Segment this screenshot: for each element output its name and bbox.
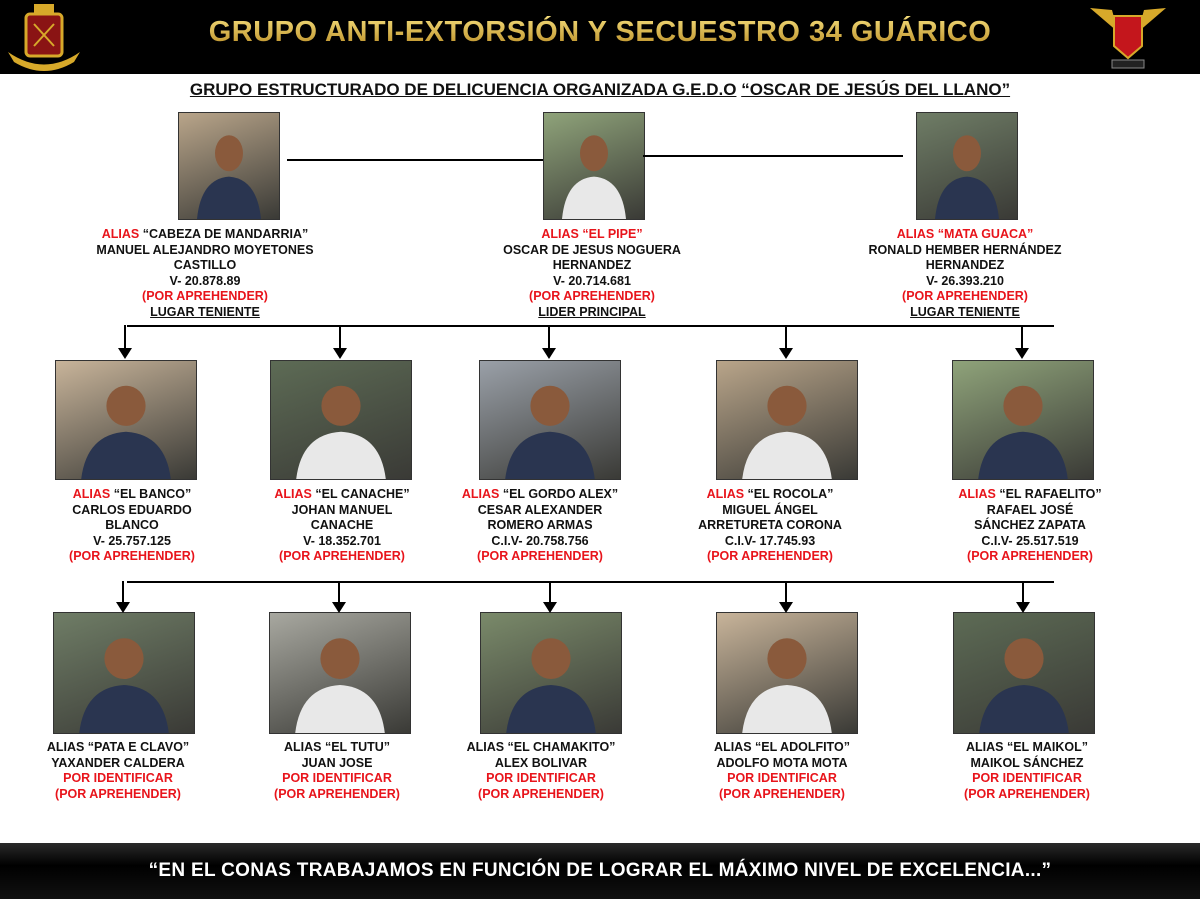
status-text: (POR APREHENDER) [69, 549, 195, 563]
person-photo [270, 360, 412, 480]
person-photo [480, 612, 622, 734]
person-photo [543, 112, 645, 220]
status-text: (POR APREHENDER) [719, 786, 845, 801]
role-text: LIDER PRINCIPAL [538, 304, 646, 319]
alias-label: ALIAS [965, 740, 1004, 754]
connector-line [338, 581, 340, 604]
connector-line [785, 581, 787, 604]
person-name: RAFAEL JOSÉ [986, 502, 1074, 517]
footer-quote: “EN EL CONAS TRABAJAMOS EN FUNCIÓN DE LOGRAR EL MÁXIMO NIVEL DE EXCELENCIA...” [148, 860, 1052, 881]
alias-name: “EL BANCO” [113, 487, 192, 501]
person-name: CARLOS EDUARDO [72, 502, 192, 517]
person-name: CASTILLO [173, 258, 237, 272]
tier-connector-line [127, 325, 1054, 327]
person-name: ROMERO ARMAS [487, 518, 593, 532]
person-card [815, 227, 1115, 320]
connector-line [1021, 325, 1023, 350]
alias-label: ALIAS [46, 740, 85, 754]
person-card [880, 487, 1180, 565]
person-silhouette-icon [271, 361, 411, 479]
person-photo [952, 360, 1094, 480]
alias-name: “EL ADOLFITO” [755, 740, 850, 754]
person-silhouette-icon [179, 113, 279, 219]
alias-label: ALIAS [466, 740, 505, 754]
person-name: OSCAR DE JESUS NOGUERA [503, 242, 681, 257]
person-card [442, 227, 742, 320]
status-text: POR IDENTIFICAR [63, 771, 173, 785]
alias-line [55, 227, 355, 243]
alias-line [877, 740, 1177, 756]
id-number: V- 26.393.210 [926, 273, 1004, 288]
alias-name: “CABEZA DE MANDARRIA” [142, 227, 309, 241]
person-name: CANACHE [310, 518, 374, 532]
person-photo [953, 612, 1095, 734]
person-name: MAIKOL SÁNCHEZ [970, 755, 1084, 770]
person-name: RONALD HEMBER HERNÁNDEZ [868, 242, 1062, 257]
arrow-down-icon [333, 348, 347, 359]
arrow-down-icon [779, 348, 793, 359]
person-silhouette-icon [54, 613, 194, 733]
status-text: (POR APREHENDER) [142, 289, 268, 303]
alias-label: ALIAS [101, 227, 140, 241]
alias-label: ALIAS [72, 487, 111, 501]
person-silhouette-icon [481, 613, 621, 733]
alias-name: “EL TUTU” [324, 740, 391, 754]
status-text: (POR APREHENDER) [902, 289, 1028, 303]
person-name: ADOLFO MOTA MOTA [716, 755, 848, 770]
person-name: SÁNCHEZ ZAPATA [974, 518, 1086, 532]
connector-line [1022, 581, 1024, 604]
status-text: POR IDENTIFICAR [972, 771, 1082, 785]
id-number: V- 20.878.89 [169, 273, 241, 288]
person-silhouette-icon [480, 361, 620, 479]
status-text: (POR APREHENDER) [967, 549, 1093, 563]
person-silhouette-icon [953, 361, 1093, 479]
person-silhouette-icon [270, 613, 410, 733]
id-number: C.I.V- 20.758.756 [491, 533, 589, 548]
person-name: MIGUEL ÁNGEL [722, 502, 818, 517]
alias-label: ALIAS [896, 227, 935, 241]
person-card [877, 740, 1177, 802]
group-name: “OSCAR DE JESÚS DEL LLANO” [741, 80, 1011, 99]
person-photo [53, 612, 195, 734]
status-text: (POR APREHENDER) [477, 549, 603, 563]
arrow-down-icon [118, 348, 132, 359]
alias-name: “EL CHAMAKITO” [507, 740, 616, 754]
alias-label: ALIAS [714, 740, 752, 754]
person-name: ALEX BOLIVAR [494, 755, 588, 770]
alias-label: ALIAS [274, 487, 312, 501]
alias-label: ALIAS [958, 487, 996, 501]
arrow-down-icon [332, 602, 346, 613]
alias-name: “EL GORDO ALEX” [502, 487, 619, 501]
alias-name: “PATA E CLAVO” [87, 740, 190, 754]
status-text: (POR APREHENDER) [274, 786, 400, 801]
status-text: (POR APREHENDER) [529, 289, 655, 303]
person-photo [716, 360, 858, 480]
header-title: GRUPO ANTI-EXTORSIÓN Y SECUESTRO 34 GUÁRICO [0, 16, 1200, 49]
status-text: (POR APREHENDER) [964, 786, 1090, 801]
person-photo [479, 360, 621, 480]
alias-name: “EL PIPE” [582, 227, 643, 241]
person-photo [178, 112, 280, 220]
leader-connector-line [287, 159, 543, 161]
id-number: C.I.V- 17.745.93 [724, 533, 816, 548]
arrow-down-icon [116, 602, 130, 613]
person-silhouette-icon [917, 113, 1017, 219]
id-number: C.I.V- 25.517.519 [981, 533, 1079, 548]
group-label: GRUPO ESTRUCTURADO DE DELICUENCIA ORGANIZADA G.E.D.O [189, 80, 737, 99]
alias-label: ALIAS [461, 487, 500, 501]
connector-line [549, 581, 551, 604]
person-name: JOHAN MANUEL [291, 502, 393, 517]
alias-label: ALIAS [706, 487, 745, 501]
leader-connector-line [643, 155, 903, 157]
alias-line [620, 487, 920, 503]
alias-name: “EL MAIKOL” [1006, 740, 1088, 754]
alias-name: “EL RAFAELITO” [999, 487, 1102, 501]
person-photo [916, 112, 1018, 220]
alias-label: ALIAS [283, 740, 322, 754]
alias-line [442, 227, 742, 243]
person-name: ARRETURETA CORONA [698, 518, 842, 532]
role-text: LUGAR TENIENTE [150, 304, 260, 319]
person-silhouette-icon [954, 613, 1094, 733]
arrow-down-icon [779, 602, 793, 613]
alias-name: “EL ROCOLA” [747, 487, 834, 501]
connector-line [122, 581, 124, 604]
person-card [620, 487, 920, 565]
arrow-down-icon [543, 602, 557, 613]
person-card [55, 227, 355, 320]
person-silhouette-icon [717, 613, 857, 733]
role-text: LUGAR TENIENTE [910, 304, 1020, 319]
status-text: (POR APREHENDER) [55, 786, 181, 801]
alias-label: ALIAS [541, 227, 579, 241]
alias-line [815, 227, 1115, 243]
person-silhouette-icon [56, 361, 196, 479]
person-silhouette-icon [717, 361, 857, 479]
person-name: YAXANDER CALDERA [51, 755, 185, 770]
alias-name: “EL CANACHE” [315, 487, 410, 501]
person-name: MANUEL ALEJANDRO MOYETONES [96, 242, 314, 257]
status-text: POR IDENTIFICAR [486, 771, 596, 785]
person-photo [269, 612, 411, 734]
tier-connector-line [127, 581, 1054, 583]
arrow-down-icon [1015, 348, 1029, 359]
person-name: HERNANDEZ [552, 258, 632, 272]
status-text: POR IDENTIFICAR [727, 771, 837, 785]
header-banner [0, 0, 1200, 74]
person-silhouette-icon [544, 113, 644, 219]
connector-line [124, 325, 126, 350]
arrow-down-icon [542, 348, 556, 359]
id-number: V- 25.757.125 [93, 533, 171, 548]
connector-line [339, 325, 341, 350]
id-number: V- 20.714.681 [553, 273, 631, 288]
person-name: JUAN JOSE [301, 755, 373, 770]
status-text: (POR APREHENDER) [279, 549, 405, 563]
person-name: CESAR ALEXANDER [477, 502, 603, 517]
org-chart-title [0, 80, 1200, 100]
person-name: HERNANDEZ [925, 258, 1005, 272]
person-name: BLANCO [105, 518, 159, 532]
status-text: POR IDENTIFICAR [282, 771, 392, 785]
connector-line [785, 325, 787, 350]
arrow-down-icon [1016, 602, 1030, 613]
person-photo [716, 612, 858, 734]
person-photo [55, 360, 197, 480]
connector-line [548, 325, 550, 350]
id-number: V- 18.352.701 [303, 533, 381, 548]
alias-name: “MATA GUACA” [937, 227, 1034, 241]
footer-banner [0, 843, 1200, 899]
conas-logo [1088, 2, 1168, 72]
status-text: (POR APREHENDER) [707, 549, 833, 563]
status-text: (POR APREHENDER) [478, 786, 604, 801]
alias-line [880, 487, 1180, 503]
